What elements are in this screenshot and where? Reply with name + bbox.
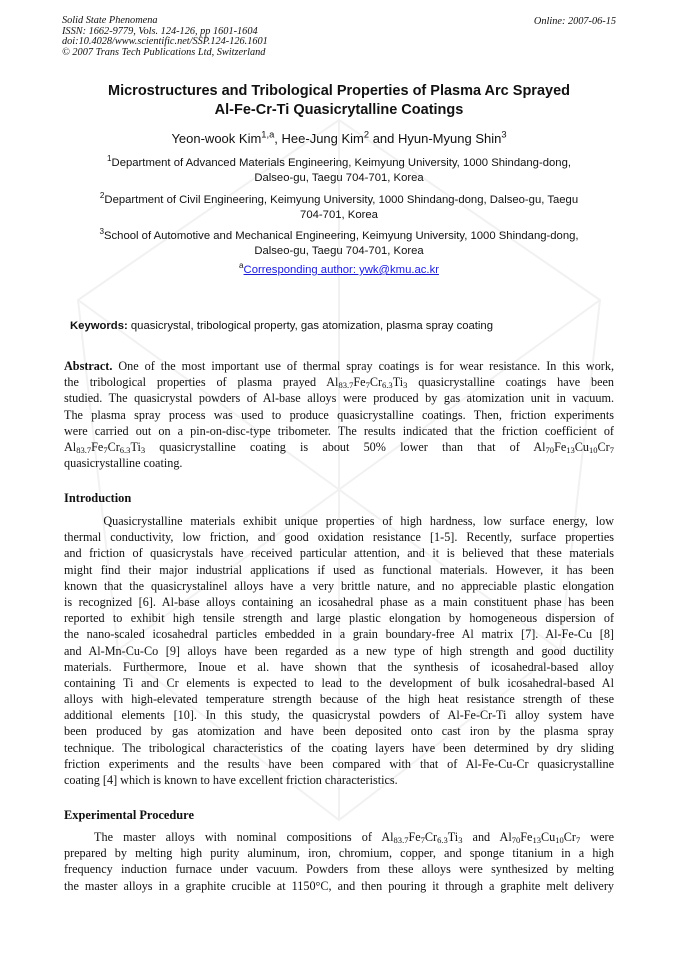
intro-line: and friction of quasicrystals have received particular attention, and it is believed that these materials bbox=[64, 546, 614, 561]
abstract bbox=[64, 358, 614, 471]
author-list bbox=[70, 131, 608, 146]
doi-line: doi:10.4028/www.scientific.net/SSP.124-126.1601 bbox=[62, 36, 268, 48]
experimental-heading: Experimental Procedure bbox=[64, 808, 194, 822]
intro-line: friction experiments and the results have been compared with that of Al-Fe-Cu-Cr quasicrystalline bbox=[64, 756, 614, 771]
author-3-affil: 3 bbox=[501, 129, 507, 140]
affiliation-1-line1: Department of Advanced Materials Engineering, Keimyung University, 1000 Shindang-dong, bbox=[111, 157, 571, 169]
author-1-affil: 1,a bbox=[261, 129, 275, 140]
affiliation-2-line1: Department of Civil Engineering, Keimyung University, 1000 Shindang-dong, Dalseo-gu, Taegu bbox=[104, 194, 579, 206]
author-3: and Hyun-Myung Shin bbox=[369, 131, 502, 146]
author-2: , Hee-Jung Kim bbox=[274, 131, 364, 146]
corresponding-author bbox=[70, 261, 608, 276]
intro-line: thermal conductivity, low friction, and good oxidation resistance [1-5]. Recently, surface properties bbox=[64, 530, 614, 545]
keywords bbox=[70, 320, 493, 332]
abstract-line: the tribological properties of plasma prayed $Al_{83.7}Fe_7Cr_{6.3}Ti_3$ quasicrystalline coatings have been bbox=[64, 375, 614, 391]
introduction-body bbox=[64, 513, 614, 788]
journal-name: Solid State Phenomena bbox=[62, 15, 158, 26]
exp-line: the master alloys in a graphite crucible at 1150°C, and then pouring it through a graphite melt delivery bbox=[64, 878, 614, 893]
intro-line: is recognized [6]. Al-base alloys containing an icosahedral phase as a main constituent phase has been bbox=[64, 594, 614, 609]
intro-line: coating [4] which is known to have excellent friction characteristics. bbox=[64, 773, 398, 787]
exp-line: frequency induction furnace under vacuum. Powders from these alloys were synthesized by melting bbox=[64, 862, 614, 877]
affiliation-3-num: 3 bbox=[99, 227, 104, 237]
copyright-line: © 2007 Trans Tech Publications Ltd, Switzerland bbox=[62, 46, 266, 58]
affiliation-1 bbox=[70, 156, 608, 186]
intro-line: additional elements [10]. In this study, the quasicrystal powders of Al-Fe-Cr-Ti alloy system have bbox=[64, 708, 614, 723]
intro-line: known that the quasicrystalinel alloys have a very brittle nature, and no appreciable plastic elongation bbox=[64, 578, 614, 593]
title-line-2: Al-Fe-Cr-Ti Quasicrytalline Coatings bbox=[214, 102, 464, 118]
introduction-heading: Introduction bbox=[64, 491, 132, 505]
exp-line: The master alloys with nominal compositions of $Al_{83.7}Fe_7Cr_{6.3}Ti_3$ and $Al_{70}Fe_{13}Cu_{10}Cr_7$ were bbox=[64, 830, 614, 846]
intro-line: the nano-scaled icosahedral particles embedded in a grain boundary-free Al matrix [7]. Al-Fe-Cu [8] bbox=[64, 627, 614, 642]
corresponding-email-link[interactable]: Corresponding author: ywk@kmu.ac.kr bbox=[243, 264, 439, 276]
issn-line: ISSN: 1662-9779, Vols. 124-126, pp 1601-1604 bbox=[62, 25, 258, 37]
intro-line: materials. Furthermore, Inoue et al. have shown that the synthesis of icosahedral-based alloy bbox=[64, 659, 614, 674]
title-line-1: Microstructures and Tribological Properties of Plasma Arc Sprayed bbox=[108, 83, 570, 99]
intro-line: might find their major industrial applications if used as functional materials. However, it has been bbox=[64, 562, 614, 577]
intro-line: technique. The tribological characteristics of the coating layers have been determined by dry sliding bbox=[64, 740, 614, 755]
intro-line: been produced by gas atomization and have been deposited onto cast iron by the plasma spray bbox=[64, 724, 614, 739]
abstract-line: studied. The quasicrystal powders of Al-base alloys were produced by gas atomization unit in vacuum. bbox=[64, 391, 614, 406]
abstract-text: One of the most important use of thermal spray coatings is for wear resistance. In this work, bbox=[112, 359, 614, 373]
affiliation-3-line1: School of Automotive and Mechanical Engineering, Keimyung University, 1000 Shindang-dong, bbox=[103, 230, 579, 242]
keywords-text: quasicrystal, tribological property, gas atomization, plasma spray coating bbox=[127, 320, 493, 332]
keywords-label: Keywords: bbox=[70, 320, 128, 332]
exp-line: prepared by melting high purity aluminum, iron, chromium, copper, and sponge titanium in a high bbox=[64, 846, 614, 861]
abstract-label: Abstract. bbox=[64, 359, 113, 373]
author-1: Yeon-wook Kim bbox=[171, 131, 262, 146]
abstract-line: quasicrystalline coating. bbox=[64, 456, 183, 471]
affiliation-3 bbox=[70, 229, 608, 259]
intro-line: and Al-Mn-Cu-Co [9] alloys have been regarded as a new type of high strength and good ductility bbox=[64, 643, 614, 658]
affiliation-3-line2: Dalseo-gu, Taegu 704-701, Korea bbox=[254, 245, 424, 257]
paper-title bbox=[70, 82, 608, 120]
online-date: Online: 2007-06-15 bbox=[533, 16, 616, 27]
experimental-body bbox=[64, 829, 614, 894]
author-2-affil: 2 bbox=[363, 129, 370, 140]
intro-line: containing Ti and Cr elements is expected to lead to the development of bulk icosahedral-based Al bbox=[64, 675, 614, 690]
affiliation-1-line2: Dalseo-gu, Taegu 704-701, Korea bbox=[254, 172, 424, 184]
affiliation-2 bbox=[70, 193, 608, 223]
affiliation-2-line2: 704-701, Korea bbox=[300, 209, 378, 221]
intro-line: Quasicrystalline materials exhibit unique properties of high hardness, low surface energy, low bbox=[64, 514, 614, 528]
abstract-line: $Al_{83.7}Fe_7Cr_{6.3}Ti_3$ quasicrystalline coating is about 50% lower than that of $Al_{70}Fe_{13}Cu_{10}Cr_7$ bbox=[64, 439, 614, 456]
corresponding-sup: a bbox=[239, 261, 244, 271]
intro-line: alloys with high-elevated temperature strength because of the high heat resistance strength of these bbox=[64, 692, 614, 707]
intro-line: reported to exhibit high tensile strength and large plastic elongation by homogeneous dispersion of bbox=[64, 611, 614, 626]
journal-header bbox=[62, 16, 268, 58]
affiliation-1-num: 1 bbox=[107, 154, 112, 164]
affiliation-2-num: 2 bbox=[99, 191, 105, 201]
abstract-line: The plasma spray process was used to produce quasicrystalline coatings. Then, friction experiments bbox=[64, 407, 614, 422]
abstract-line: were carried out on a pin-on-disc-type tribometer. The results indicated that the friction coefficient of bbox=[64, 423, 614, 438]
